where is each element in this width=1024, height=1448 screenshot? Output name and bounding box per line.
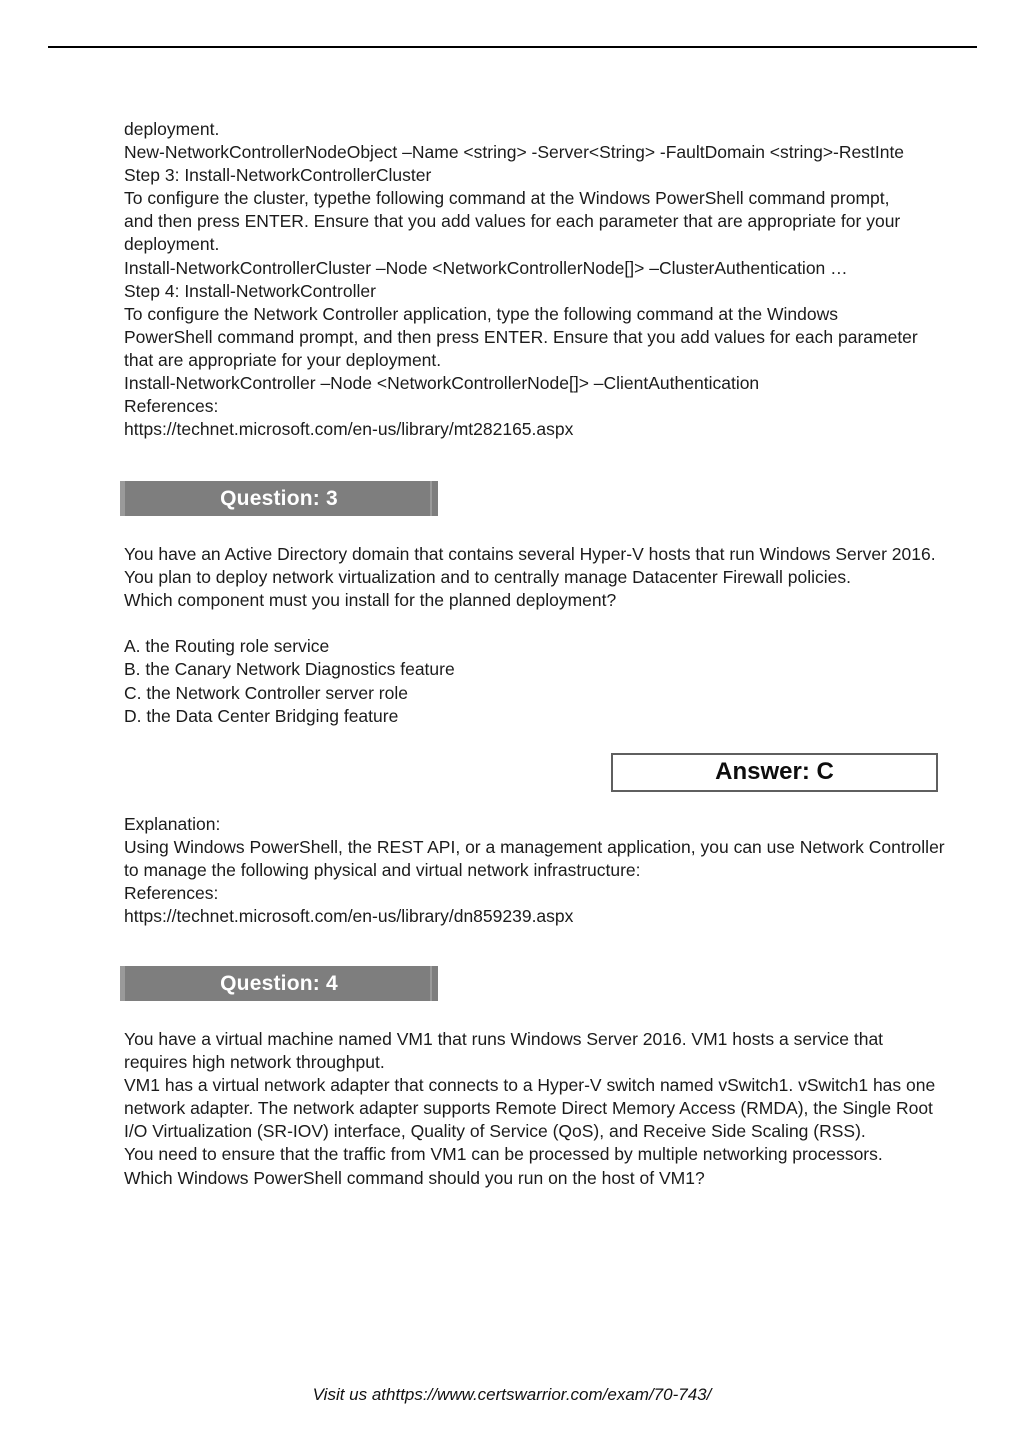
text-line: VM1 has a virtual network adapter that connects to a Hyper-V switch named vSwitch1. vSwitch1 has one xyxy=(124,1075,936,1096)
text-line: Explanation: xyxy=(124,814,221,834)
question-4-header xyxy=(120,966,438,1001)
text-line: Step 3: Install-NetworkControllerCluster xyxy=(124,165,432,186)
text-line: New-NetworkControllerNodeObject –Name <string> -Server<String> -FaultDomain <string>-RestInte xyxy=(124,142,905,163)
text-line: deployment. xyxy=(124,234,220,255)
answer-box xyxy=(611,753,938,792)
text-line: D. the Data Center Bridging feature xyxy=(124,705,399,726)
question-4-header-label: Question: 4 xyxy=(220,972,338,995)
text-line xyxy=(124,612,944,635)
text-line: A. the Routing role service xyxy=(124,636,330,657)
text-line: You plan to deploy network virtualization and to centrally manage Datacenter Firewall policies. xyxy=(124,567,851,588)
text-line: deployment. xyxy=(124,119,220,139)
text-line: to manage the following physical and virtual network infrastructure: xyxy=(124,860,641,881)
text-line: Using Windows PowerShell, the REST API, or a management application, you can use Network Controller xyxy=(124,837,945,858)
header-rule xyxy=(48,46,977,48)
text-line: Which Windows PowerShell command should you run on the host of VM1? xyxy=(124,1167,705,1188)
answer-label: Answer: C xyxy=(715,758,834,785)
text-line: C. the Network Controller server role xyxy=(124,682,408,703)
text-line: B. the Canary Network Diagnostics feature xyxy=(124,659,455,680)
text-line: Install-NetworkController –Node <NetworkControllerNode[]> –ClientAuthentication xyxy=(124,373,760,394)
top-section-text xyxy=(124,118,944,441)
question-3-header xyxy=(120,481,438,516)
text-line: network adapter. The network adapter supports Remote Direct Memory Access (RMDA), the Single Root xyxy=(124,1098,933,1119)
text-line: You have a virtual machine named VM1 that runs Windows Server 2016. VM1 hosts a service that xyxy=(124,1029,884,1049)
text-line: Which component must you install for the planned deployment? xyxy=(124,590,617,611)
text-line: that are appropriate for your deployment. xyxy=(124,349,442,370)
question-3-header-label: Question: 3 xyxy=(220,487,338,510)
question-4-text xyxy=(124,1028,944,1190)
text-line: I/O Virtualization (SR-IOV) interface, Quality of Service (QoS), and Receive Side Scaling (RSS). xyxy=(124,1121,866,1142)
text-line: References: xyxy=(124,883,219,904)
text-line: requires high network throughput. xyxy=(124,1052,385,1073)
footer-link-text: Visit us athttps://www.certswarrior.com/exam/70-743/ xyxy=(312,1385,712,1404)
text-line: Install-NetworkControllerCluster –Node <NetworkControllerNode[]> –ClusterAuthentication … xyxy=(124,257,848,278)
text-line: and then press ENTER. Ensure that you add values for each parameter that are appropriate for your xyxy=(124,211,901,232)
text-line: https://technet.microsoft.com/en-us/library/mt282165.aspx xyxy=(124,419,574,440)
text-line: You have an Active Directory domain that contains several Hyper-V hosts that run Windows Server 2016. xyxy=(124,544,936,564)
text-line: To configure the cluster, typethe following command at the Windows PowerShell command prompt, xyxy=(124,188,890,209)
explanation-3-text xyxy=(124,813,944,928)
text-line: To configure the Network Controller application, type the following command at the Windows xyxy=(124,303,838,324)
text-line: https://technet.microsoft.com/en-us/library/dn859239.aspx xyxy=(124,906,574,927)
text-line: PowerShell command prompt, and then press ENTER. Ensure that you add values for each parameter xyxy=(124,326,918,347)
text-line: Step 4: Install-NetworkController xyxy=(124,280,376,301)
text-line: References: xyxy=(124,396,219,417)
question-3-text xyxy=(124,543,944,728)
text-line: You need to ensure that the traffic from VM1 can be processed by multiple networking processors. xyxy=(124,1144,883,1165)
